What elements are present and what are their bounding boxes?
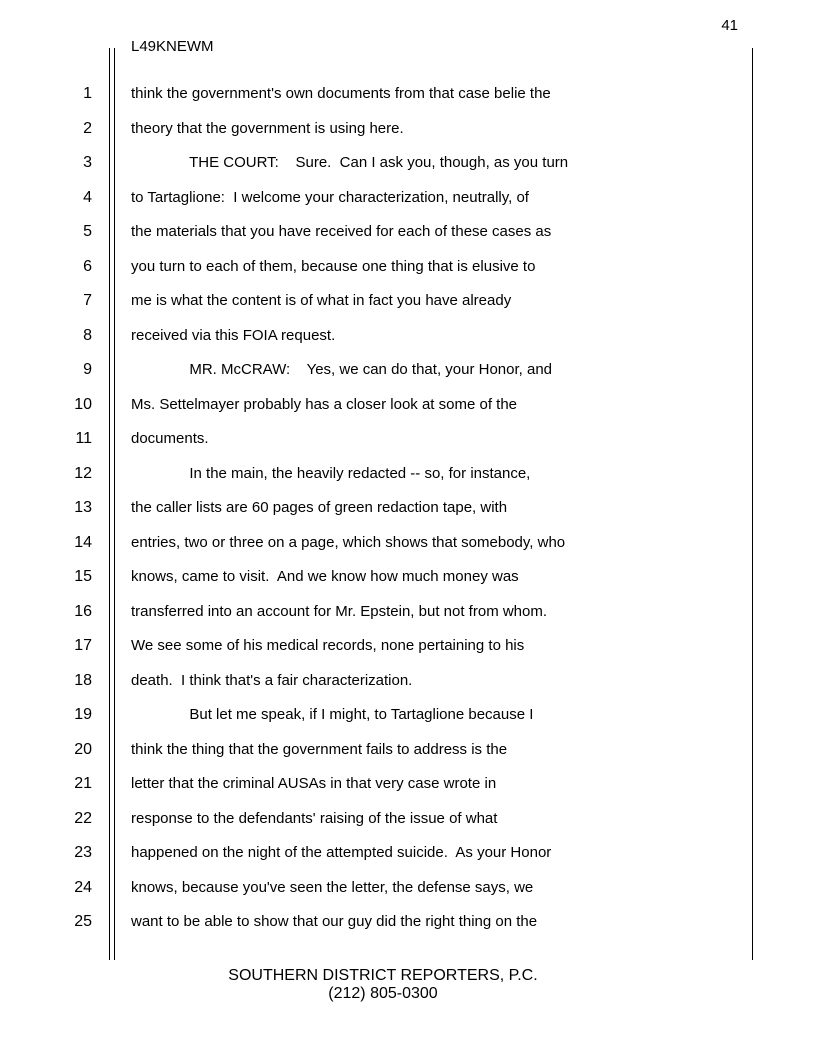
line-number: 1 bbox=[83, 85, 92, 102]
line-number: 21 bbox=[74, 775, 92, 792]
transcript-line: me is what the content is of what in fact you have already bbox=[131, 292, 512, 309]
left-margin-rule-inner bbox=[114, 48, 115, 960]
page-number: 41 bbox=[721, 17, 738, 34]
transcript-line: want to be able to show that our guy did the right thing on the bbox=[131, 913, 538, 930]
line-number: 11 bbox=[75, 430, 92, 447]
transcript-line: death. I think that's a fair characterization. bbox=[131, 671, 413, 689]
line-number: 15 bbox=[74, 568, 92, 585]
reporter-name: SOUTHERN DISTRICT REPORTERS, P.C. bbox=[228, 967, 538, 984]
line-number: 9 bbox=[83, 361, 92, 378]
transcript-line: transferred into an account for Mr. Epstein, but not from whom. bbox=[131, 602, 548, 620]
transcript-line: the materials that you have received for each of these cases as bbox=[131, 223, 552, 240]
transcript-line: letter that the criminal AUSAs in that very case wrote in bbox=[131, 775, 497, 792]
right-margin-rule bbox=[752, 48, 753, 960]
transcript-line: knows, came to visit. And we know how much money was bbox=[131, 568, 519, 585]
line-number: 20 bbox=[74, 740, 92, 758]
line-number: 10 bbox=[74, 395, 92, 413]
transcript-line: happened on the night of the attempted suicide. As your Honor bbox=[131, 844, 552, 861]
line-number: 24 bbox=[74, 878, 92, 896]
transcript-line: Ms. Settelmayer probably has a closer look at some of the bbox=[131, 395, 518, 413]
transcript-line: the caller lists are 60 pages of green redaction tape, with bbox=[131, 499, 508, 516]
line-number: 13 bbox=[74, 499, 92, 516]
transcript-line: you turn to each of them, because one thing that is elusive to bbox=[131, 257, 536, 275]
line-number: 22 bbox=[74, 809, 92, 827]
transcript-line: But let me speak, if I might, to Tartaglione because I bbox=[131, 706, 534, 723]
line-number: 14 bbox=[74, 533, 92, 551]
transcript-line: think the thing that the government fails to address is the bbox=[131, 740, 508, 758]
line-number: 8 bbox=[83, 326, 92, 344]
line-number: 4 bbox=[83, 188, 92, 206]
line-number: 16 bbox=[74, 602, 92, 620]
transcript-line: entries, two or three on a page, which shows that somebody, who bbox=[131, 533, 566, 551]
transcript-line: We see some of his medical records, none pertaining to his bbox=[131, 637, 525, 654]
line-number: 3 bbox=[83, 154, 92, 171]
transcript-line: think the government's own documents from that case belie the bbox=[131, 85, 551, 102]
transcript-line: response to the defendants' raising of the issue of what bbox=[131, 809, 498, 827]
line-number: 5 bbox=[83, 223, 92, 240]
transcript-line: knows, because you've seen the letter, the defense says, we bbox=[131, 878, 534, 896]
line-number: 12 bbox=[74, 464, 92, 482]
transcript-line: MR. McCRAW: Yes, we can do that, your Honor, and bbox=[131, 361, 553, 378]
line-number: 7 bbox=[83, 292, 92, 309]
line-number: 18 bbox=[74, 671, 92, 689]
line-number: 17 bbox=[74, 637, 92, 654]
transcript-line: theory that the government is using here. bbox=[131, 119, 404, 137]
reporter-phone: (212) 805-0300 bbox=[328, 985, 438, 1002]
transcript-line: received via this FOIA request. bbox=[131, 326, 336, 344]
line-number: 23 bbox=[74, 844, 92, 861]
left-margin-rule-outer bbox=[109, 48, 110, 960]
transcript-line: documents. bbox=[131, 430, 209, 447]
transcript-line: In the main, the heavily redacted -- so, for instance, bbox=[131, 464, 531, 482]
case-header: L49KNEWM bbox=[131, 38, 214, 55]
line-number: 19 bbox=[74, 706, 92, 723]
footer bbox=[0, 967, 766, 1003]
line-number: 2 bbox=[83, 119, 92, 137]
line-number: 25 bbox=[74, 913, 92, 930]
transcript-line: THE COURT: Sure. Can I ask you, though, as you turn bbox=[131, 154, 569, 171]
line-number: 6 bbox=[83, 257, 92, 275]
transcript-line: to Tartaglione: I welcome your characterization, neutrally, of bbox=[131, 188, 529, 206]
